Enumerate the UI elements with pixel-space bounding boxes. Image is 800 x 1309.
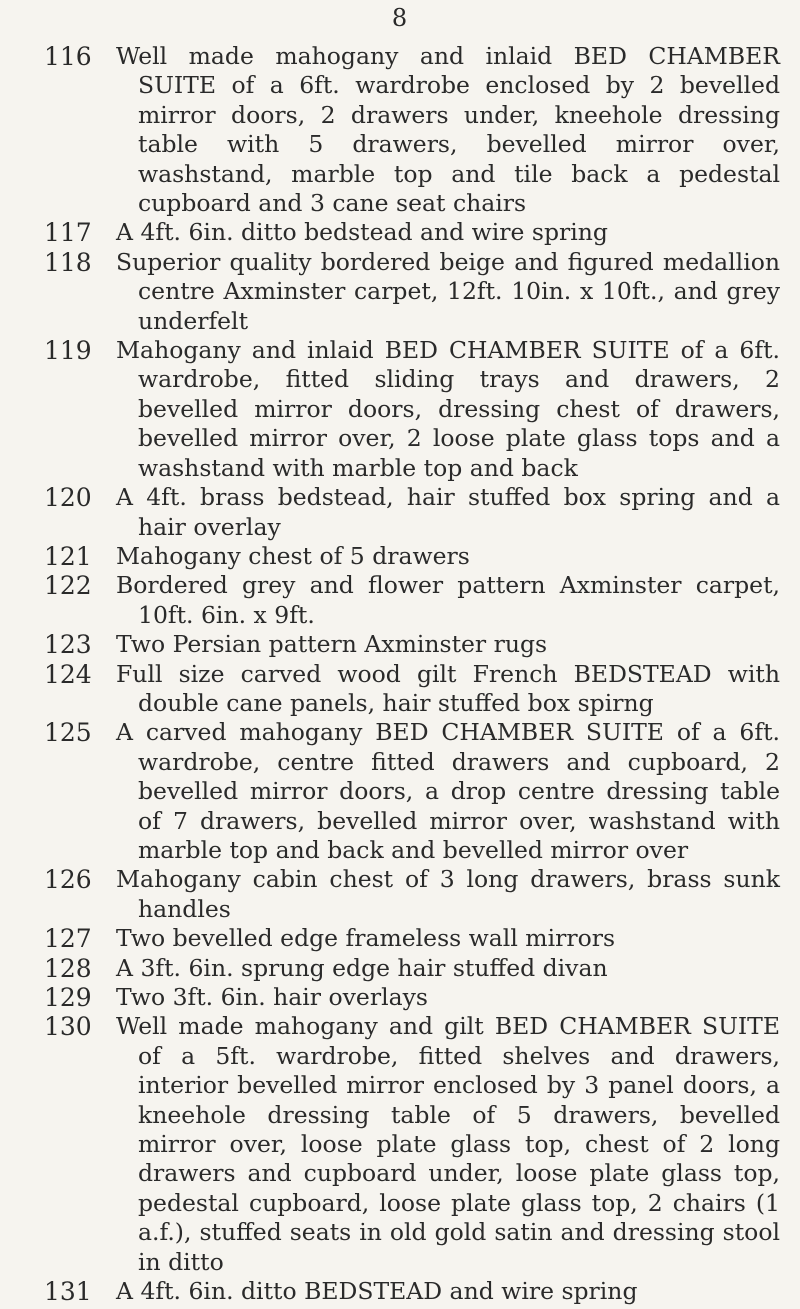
lot-entry bbox=[44, 542, 780, 571]
lot-number: 121 bbox=[44, 541, 92, 571]
lot-description: Two 3ft. 6in. hair overlays bbox=[116, 983, 428, 1011]
lot-description: Well made mahogany and gilt BED CHAMBER SUITE of a 5ft. wardrobe, fitted shelves and drawers, interior bevelled mirror enclosed by 3 panel doors, a kneehole dressing table of 5 drawers, bevelled mirror over, loose plate glass top, chest of 2 long drawers and cupboard under, loose plate glass top, pedestal cupboard, loose plate glass top, 2 chairs (1 a.f.), stuffed seats in old gold satin and dressing stool in ditto bbox=[116, 1012, 780, 1276]
lot-number: 130 bbox=[44, 1012, 92, 1042]
lot-number: 119 bbox=[44, 336, 92, 366]
lot-number: 123 bbox=[44, 630, 92, 660]
lot-number: 128 bbox=[44, 953, 92, 983]
lot-description: Bordered grey and flower pattern Axminster carpet, 10ft. 6in. x 9ft. bbox=[116, 571, 780, 629]
lot-entry bbox=[44, 983, 780, 1012]
lot-entry bbox=[44, 218, 780, 247]
lot-description: A carved mahogany BED CHAMBER SUITE of a 6ft. wardrobe, centre fitted drawers and cupboard, 2 bevelled mirror doors, a drop centre dressing table of 7 drawers, bevelled mirror over, washstand with marble top and back and bevelled mirror over bbox=[116, 718, 780, 864]
lot-description: Mahogany and inlaid BED CHAMBER SUITE of a 6ft. wardrobe, fitted sliding trays and drawers, 2 bevelled mirror doors, dressing chest of drawers, bevelled mirror over, 2 loose plate glass tops and a washstand with marble top and back bbox=[116, 336, 780, 482]
page-number: 8 bbox=[391, 4, 409, 32]
lot-description: A 4ft. 6in. ditto BEDSTEAD and wire spring bbox=[116, 1277, 638, 1306]
lot-description: Superior quality bordered beige and figured medallion centre Axminster carpet, 12ft. 10in. x 10ft., and grey underfelt bbox=[116, 247, 780, 335]
lot-entry bbox=[44, 1012, 780, 1277]
lot-number: 122 bbox=[44, 571, 92, 601]
lot-number: 120 bbox=[44, 483, 92, 513]
lot-list bbox=[44, 42, 780, 1306]
lot-description: Two Persian pattern Axminster rugs bbox=[116, 630, 548, 659]
lot-description: Two bevelled edge frameless wall mirrors bbox=[116, 924, 616, 953]
lot-entry bbox=[44, 924, 780, 953]
lot-description: Full size carved wood gilt French BEDSTEAD with double cane panels, hair stuffed box spirng bbox=[116, 659, 780, 717]
lot-number: 117 bbox=[44, 218, 92, 248]
lot-entry bbox=[44, 1277, 780, 1306]
lot-entry bbox=[44, 718, 780, 865]
lot-entry bbox=[44, 660, 780, 719]
lot-entry bbox=[44, 336, 780, 483]
lot-number: 127 bbox=[44, 924, 92, 954]
lot-number: 118 bbox=[44, 247, 92, 277]
lot-number: 126 bbox=[44, 865, 92, 895]
lot-description: Well made mahogany and inlaid BED CHAMBER SUITE of a 6ft. wardrobe enclosed by 2 bevelled mirror doors, 2 drawers under, kneehole dressing table with 5 drawers, bevelled mirror over, washstand, marble top and tile back a pedestal cupboard and 3 cane seat chairs bbox=[116, 42, 780, 218]
lot-description: Mahogany chest of 5 drawers bbox=[116, 541, 470, 570]
lot-entry bbox=[44, 954, 780, 983]
lot-number: 131 bbox=[44, 1277, 92, 1307]
lot-entry bbox=[44, 248, 780, 336]
lot-description: A 3ft. 6in. sprung edge hair stuffed divan bbox=[116, 953, 608, 982]
lot-description: Mahogany cabin chest of 3 long drawers, brass sunk handles bbox=[116, 865, 780, 923]
lot-number: 125 bbox=[44, 718, 92, 748]
lot-entry bbox=[44, 42, 780, 218]
lot-number: 124 bbox=[44, 659, 92, 689]
lot-entry bbox=[44, 571, 780, 630]
lot-number: 116 bbox=[44, 42, 92, 71]
lot-entry bbox=[44, 483, 780, 542]
lot-entry bbox=[44, 865, 780, 924]
lot-description: A 4ft. brass bedstead, hair stuffed box spring and a hair overlay bbox=[116, 483, 780, 541]
lot-entry bbox=[44, 630, 780, 659]
lot-number: 129 bbox=[44, 983, 92, 1012]
lot-description: A 4ft. 6in. ditto bedstead and wire spring bbox=[116, 218, 608, 247]
